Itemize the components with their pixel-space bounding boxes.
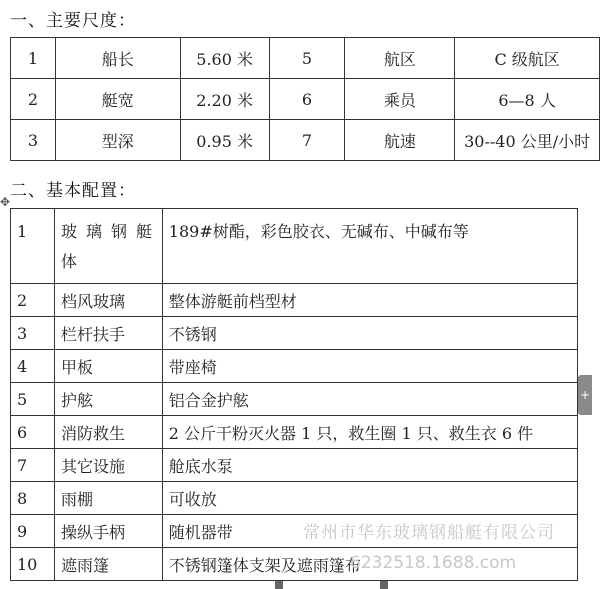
config-detail: 带座椅 bbox=[162, 350, 577, 383]
row-number: 1 bbox=[11, 38, 56, 79]
row-number: 5 bbox=[11, 383, 55, 416]
table-row bbox=[11, 383, 578, 416]
config-detail: 189#树酯，彩色胶衣、无碱布、中碱布等 bbox=[162, 209, 577, 284]
dimension-label: 航速 bbox=[345, 120, 455, 161]
table-row bbox=[11, 284, 578, 317]
row-number: 6 bbox=[11, 416, 55, 449]
plus-icon[interactable]: + bbox=[578, 375, 592, 415]
table-row bbox=[11, 317, 578, 350]
dimension-label: 型深 bbox=[55, 120, 180, 161]
config-item: 栏杆扶手 bbox=[54, 317, 162, 350]
config-detail: 整体游艇前档型材 bbox=[162, 284, 577, 317]
config-item: 雨棚 bbox=[54, 482, 162, 515]
table-row bbox=[11, 79, 600, 120]
config-item: 其它设施 bbox=[54, 449, 162, 482]
table-row bbox=[11, 350, 578, 383]
config-detail: 舱底水泵 bbox=[162, 449, 577, 482]
config-item: 遮雨篷 bbox=[54, 548, 162, 581]
row-number: 9 bbox=[11, 515, 55, 548]
config-item: 甲板 bbox=[54, 350, 162, 383]
row-number: 2 bbox=[11, 79, 56, 120]
dimension-label: 航区 bbox=[345, 38, 455, 79]
dimension-value: 5.60 米 bbox=[180, 38, 269, 79]
row-number: 7 bbox=[11, 449, 55, 482]
dimension-label: 乘员 bbox=[345, 79, 455, 120]
dimension-value: 6—8 人 bbox=[455, 79, 600, 120]
row-number: 10 bbox=[11, 548, 55, 581]
bottom-scroll-mark bbox=[275, 581, 283, 589]
config-item: 玻璃钢艇体 bbox=[54, 209, 162, 284]
dimension-value: 2.20 米 bbox=[180, 79, 269, 120]
table-row bbox=[11, 416, 578, 449]
table-row bbox=[11, 482, 578, 515]
section-heading-dimensions: 一、主要尺度： bbox=[10, 11, 136, 31]
watermark-company: 常州市华东玻璃钢船艇有限公司 bbox=[303, 523, 555, 543]
dimension-value: C 级航区 bbox=[455, 38, 600, 79]
table-row bbox=[11, 209, 578, 284]
move-icon[interactable]: ✥ bbox=[0, 195, 11, 209]
config-item: 消防救生 bbox=[54, 416, 162, 449]
row-number: 5 bbox=[269, 38, 345, 79]
config-detail: 不锈钢篷体支架及遮雨篷布 bbox=[162, 548, 577, 581]
dimension-value: 30--40 公里/小时 bbox=[455, 120, 600, 161]
bottom-scroll-mark bbox=[380, 581, 388, 589]
config-item: 操纵手柄 bbox=[54, 515, 162, 548]
config-detail: 铝合金护舷 bbox=[162, 383, 577, 416]
row-number: 3 bbox=[11, 120, 56, 161]
row-number: 1 bbox=[11, 209, 55, 284]
row-number: 3 bbox=[11, 317, 55, 350]
config-detail: 可收放 bbox=[162, 482, 577, 515]
config-detail: 随机器带 bbox=[162, 515, 577, 548]
config-detail: 2 公斤干粉灭火器 1 只，救生圈 1 只、救生衣 6 件 bbox=[162, 416, 577, 449]
config-item: 护舷 bbox=[54, 383, 162, 416]
table-row bbox=[11, 120, 600, 161]
dimensions-table bbox=[10, 37, 600, 161]
table-row bbox=[11, 38, 600, 79]
row-number: 8 bbox=[11, 482, 55, 515]
row-number: 4 bbox=[11, 350, 55, 383]
table-row bbox=[11, 449, 578, 482]
config-item: 档风玻璃 bbox=[54, 284, 162, 317]
config-detail: 不锈钢 bbox=[162, 317, 577, 350]
dimension-value: 0.95 米 bbox=[180, 120, 269, 161]
section-heading-configuration: 二、基本配置： bbox=[10, 181, 136, 201]
dimension-label: 艇宽 bbox=[55, 79, 180, 120]
dimension-label: 船长 bbox=[55, 38, 180, 79]
watermark-url: 6232518.1688.com bbox=[350, 553, 517, 573]
row-number: 7 bbox=[269, 120, 345, 161]
row-number: 6 bbox=[269, 79, 345, 120]
row-number: 2 bbox=[11, 284, 55, 317]
